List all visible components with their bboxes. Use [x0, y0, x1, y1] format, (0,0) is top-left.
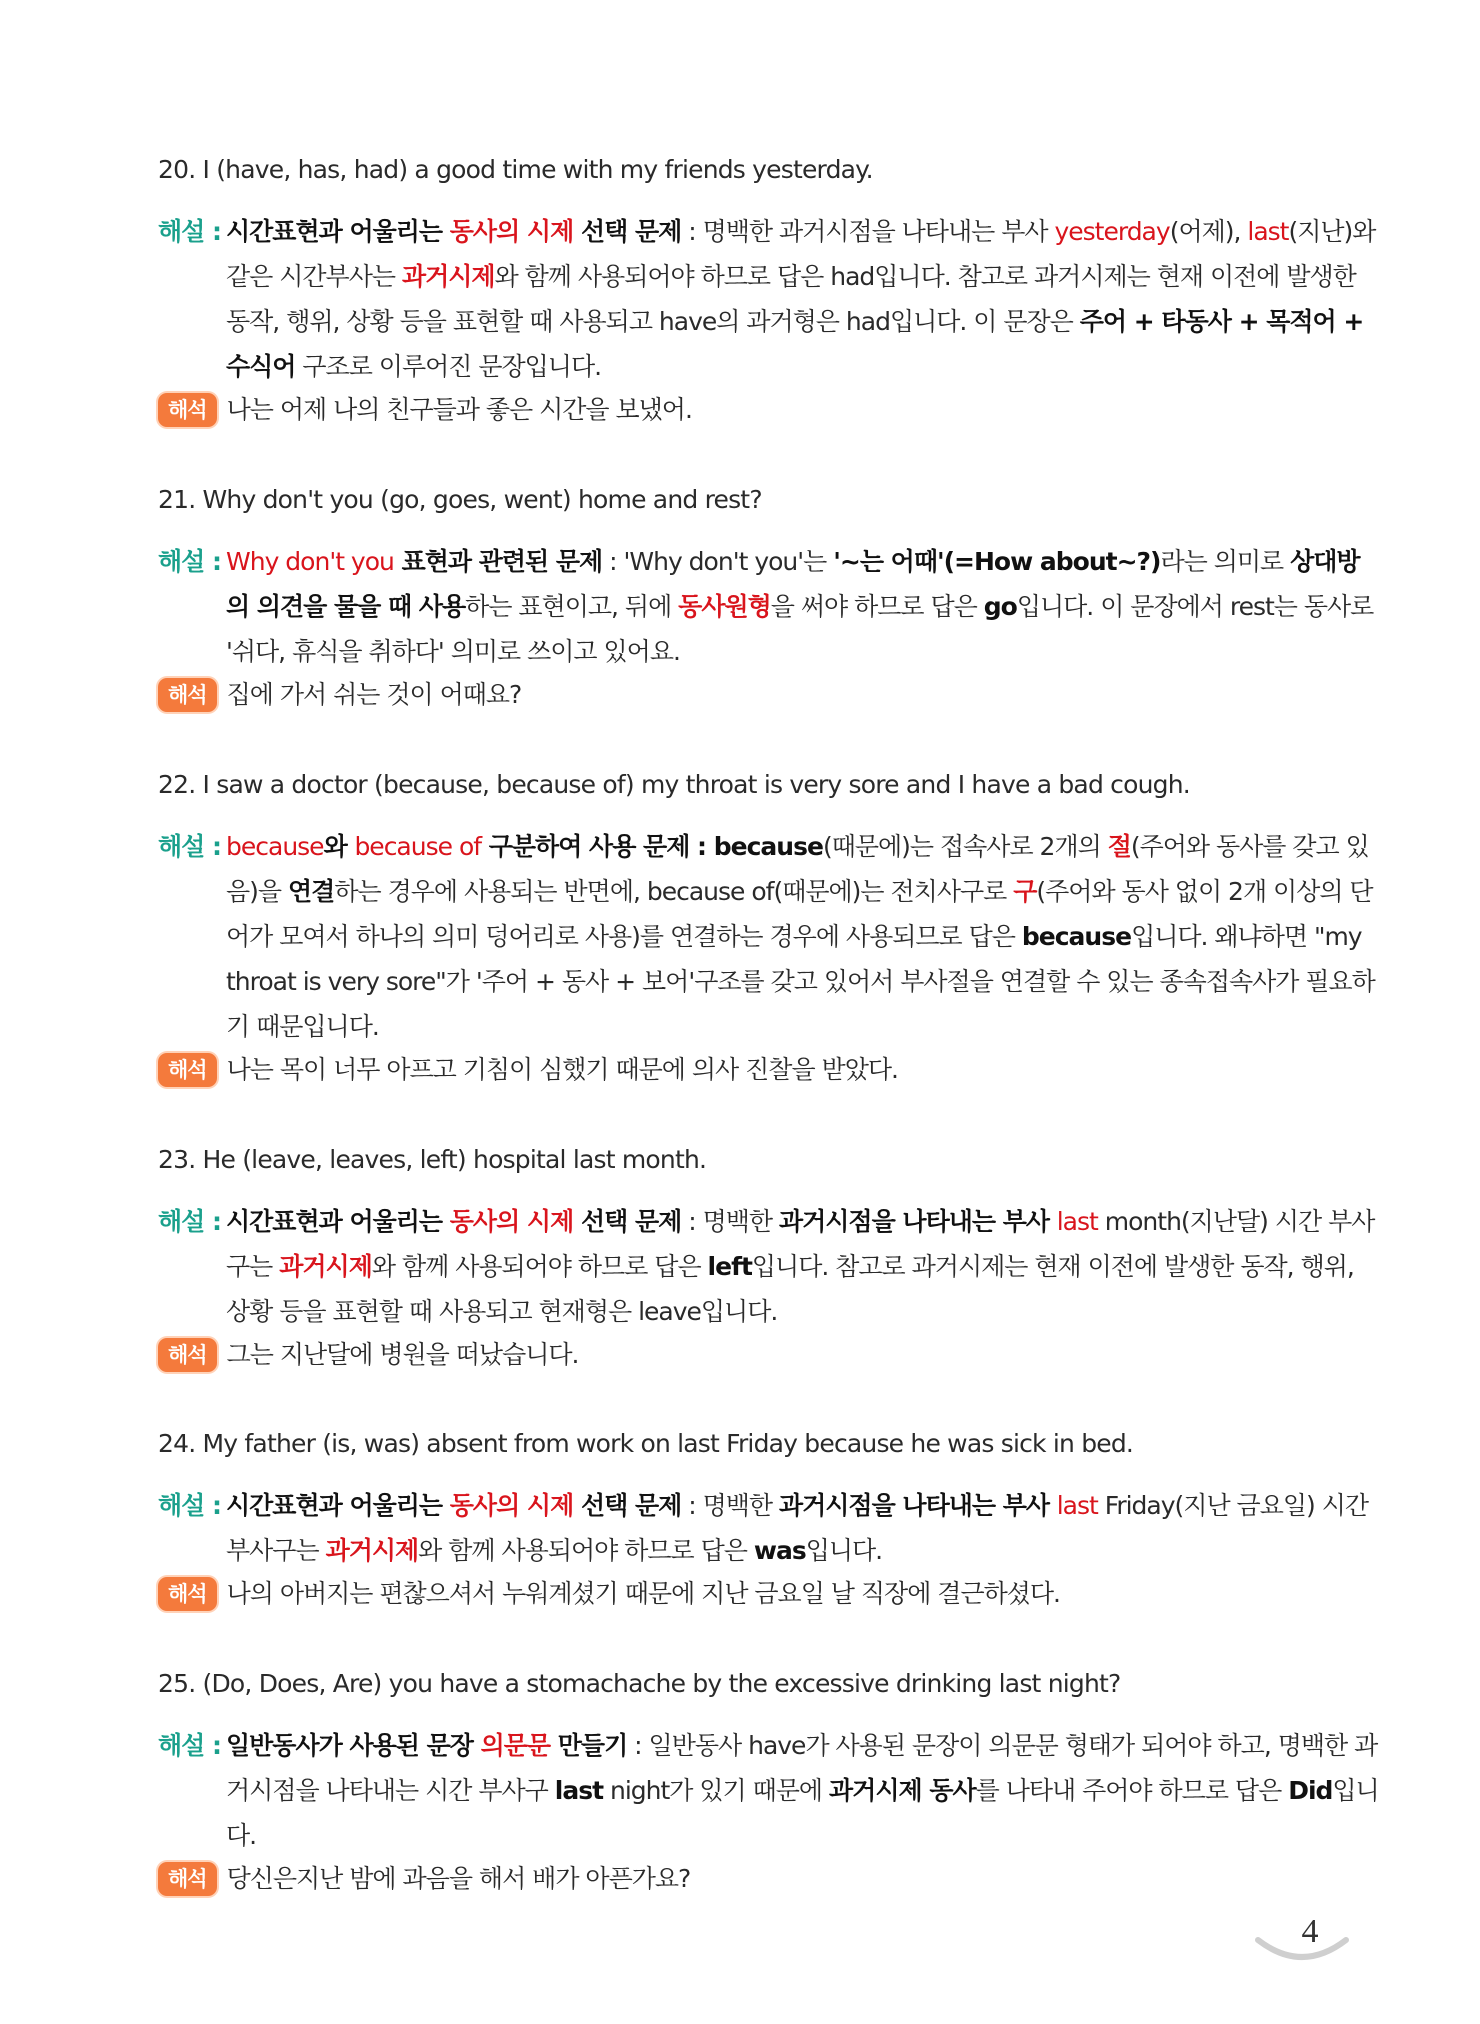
explanation-run: (주어와 동사 없이 2개 이상의 단어가 모여서 하나의 의미 덩어리로 사용)를 연결하는 경우에 사용되므로 답은 — [226, 877, 1373, 951]
question-block-23 — [158, 1143, 1380, 1375]
explanation-run: 입니다. 왜냐하면 "my throat is very sore"가 '주어 + 동사 + 보어'구조를 갖고 있어서 부사절을 연결할 수 있는 종속접속사가 필요하기 때문입니다. — [226, 922, 1375, 1041]
explanation-run: (때문에)는 접속사로 2개의 — [822, 832, 1108, 861]
question-text: 23. He (leave, leaves, left) hospital last month. — [158, 1145, 707, 1174]
explanation-run: 연결 — [288, 877, 335, 906]
explanation-run: last — [1056, 1207, 1098, 1236]
explanation-run: because — [226, 832, 324, 861]
explanation-run: 절 — [1107, 832, 1131, 861]
explanation-run: 만들기 — [550, 1731, 628, 1760]
translation-badge: 해석 — [158, 678, 217, 712]
translation-text: 당신은지난 밤에 과음을 해서 배가 아픈가요? — [226, 1864, 691, 1893]
explanation-run: Why don't you — [226, 547, 394, 576]
translation — [158, 390, 1380, 430]
translation-text: 집에 가서 쉬는 것이 어때요? — [226, 680, 522, 709]
explanation-run: 과거시제 — [279, 1252, 372, 1281]
explanation-run: last — [1056, 1491, 1098, 1520]
explanation-run: 입니다. 참고로 과거시제는 현재 이전에 발생한 동작, 행위, 상황 등을 표현할 때 사용되고 현재형은 leave입니다. — [226, 1252, 1354, 1326]
explanation — [158, 209, 1380, 389]
translation-badge: 해석 — [158, 1338, 217, 1372]
explanation-text — [226, 209, 1380, 389]
explanation-label: 해설 : — [158, 547, 222, 576]
question-block-25 — [158, 1667, 1380, 1899]
explanation-run: 라는 의미로 — [1160, 547, 1291, 576]
explanation-run: night가 있기 때문에 — [603, 1776, 830, 1805]
explanation-run: 을 써야 하므로 답은 — [770, 592, 984, 621]
translation — [158, 1050, 1380, 1090]
explanation-run: : 'Why don't you'는 — [602, 547, 834, 576]
explanation-run: was — [753, 1536, 806, 1565]
translation-badge: 해석 — [158, 393, 217, 427]
explanation-run: 를 나타내 주어야 하므로 답은 — [975, 1776, 1289, 1805]
explanation — [158, 1483, 1380, 1573]
explanation-run: 입니다. — [226, 1776, 1379, 1850]
explanation-run: because of — [354, 832, 482, 861]
explanation-run: Did — [1288, 1776, 1333, 1805]
explanation — [158, 539, 1380, 674]
question-text: 21. Why don't you (go, goes, went) home and rest? — [158, 485, 762, 514]
explanation-run: '~는 어때'(=How about~?) — [833, 547, 1161, 576]
explanation-run: 과거시제 — [325, 1536, 419, 1565]
explanation-label: 해설 : — [158, 217, 222, 246]
explanation-run: 표현과 관련된 문제 — [393, 547, 603, 576]
explanation-run: 입니다. — [805, 1536, 883, 1565]
explanation-run: 과거시제 — [401, 262, 495, 291]
explanation-run: 구분하여 사용 문제 : because — [481, 832, 823, 861]
explanation-run: : 명백한 — [681, 1207, 779, 1236]
explanation-run: 와 함께 사용되어야 하므로 답은 — [418, 1536, 754, 1565]
translation-text: 나의 아버지는 편찮으셔서 누워계셨기 때문에 지난 금요일 날 직장에 결근하셨다. — [226, 1579, 1060, 1608]
question-block-21 — [158, 483, 1380, 715]
explanation-run: 주어 + 타동사 + 목적어 + 수식어 — [226, 307, 1364, 381]
explanation-text — [226, 1483, 1380, 1573]
explanation-run: go — [983, 592, 1017, 621]
explanation-run: : 명백한 — [681, 1491, 779, 1520]
explanation-text — [226, 1723, 1380, 1858]
translation-badge: 해석 — [158, 1862, 217, 1896]
explanation-run: left — [707, 1252, 752, 1281]
explanation-label: 해설 : — [158, 1491, 222, 1520]
explanation-run: last — [554, 1776, 604, 1805]
explanation-run: 시간표현과 어울리는 — [226, 217, 450, 246]
translation — [158, 1335, 1380, 1375]
explanation-run: 선택 문제 — [573, 1207, 682, 1236]
translation-badge: 해석 — [158, 1577, 217, 1611]
explanation-run: 입니다. 이 문장에서 rest는 동사로 '쉬다, 휴식을 취하다' 의미로 쓰이고 있어요. — [226, 592, 1374, 666]
explanation-text — [226, 539, 1380, 674]
explanation-run: 구 — [1013, 877, 1037, 906]
explanation-run: 과거시점을 나타내는 부사 — [778, 1207, 1057, 1236]
translation — [158, 675, 1380, 715]
explanation-run: 하는 표현이고, 뒤에 — [465, 592, 679, 621]
question-text: 22. I saw a doctor (because, because of) my throat is very sore and I have a bad cough. — [158, 770, 1190, 799]
explanation-run: last — [1247, 217, 1289, 246]
explanation-label: 해설 : — [158, 1731, 222, 1760]
explanation — [158, 1723, 1380, 1858]
explanation-text — [226, 824, 1380, 1049]
question-text: 24. My father (is, was) absent from work on last Friday because he was sick in bed. — [158, 1429, 1134, 1458]
explanation-run: : 명백한 과거시점을 나타내는 부사 — [681, 217, 1055, 246]
explanation-run: because — [1021, 922, 1132, 951]
explanation-run: 동사의 시제 — [449, 217, 574, 246]
explanation-run: 상대방의 의견을 물을 때 사용 — [226, 547, 1360, 621]
explanation-label: 해설 : — [158, 832, 222, 861]
explanation-run: yesterday — [1054, 217, 1170, 246]
question-text: 20. I (have, has, had) a good time with my friends yesterday. — [158, 155, 873, 184]
explanation-run: (지난)와 같은 시간부사는 — [226, 217, 1376, 291]
question-block-24 — [158, 1427, 1380, 1614]
translation — [158, 1859, 1380, 1899]
translation-text: 그는 지난달에 병원을 떠났습니다. — [226, 1340, 579, 1369]
explanation-run: 와 — [323, 832, 355, 861]
explanation-run: (어제), — [1169, 217, 1248, 246]
explanation-run: 구조로 이루어진 문장입니다. — [295, 352, 602, 381]
explanation-run: 와 함께 사용되어야 하므로 답은 — [371, 1252, 708, 1281]
explanation-run: 의문문 — [480, 1731, 551, 1760]
explanation-run: (주어와 동사를 갖고 있음)을 — [226, 832, 1369, 906]
question-block-22 — [158, 768, 1380, 1090]
explanation-run: month(지난달) 시간 부사구는 — [226, 1207, 1375, 1281]
explanation-run: : 일반동사 have가 사용된 문장이 의문문 형태가 되어야 하고, 명백한 과거시점을 나타내는 시간 부사구 — [226, 1731, 1378, 1805]
explanation-run: 동사의 시제 — [449, 1207, 574, 1236]
page-number: 4 — [1301, 1913, 1319, 1950]
explanation-run: 선택 문제 — [573, 1491, 682, 1520]
translation-text: 나는 목이 너무 아프고 기침이 심했기 때문에 의사 진찰을 받았다. — [226, 1055, 898, 1084]
explanation-text — [226, 1199, 1380, 1334]
explanation-run: 일반동사가 사용된 문장 — [226, 1731, 481, 1760]
explanation-run: 시간표현과 어울리는 — [226, 1207, 450, 1236]
explanation-run: 동사원형 — [678, 592, 771, 621]
question-block-20 — [158, 153, 1380, 430]
explanation-label: 해설 : — [158, 1207, 222, 1236]
question-text: 25. (Do, Does, Are) you have a stomachache by the excessive drinking last night? — [158, 1669, 1121, 1698]
explanation-run: 과거시점을 나타내는 부사 — [778, 1491, 1057, 1520]
explanation-run: Friday(지난 금요일) 시간 부사구는 — [226, 1491, 1368, 1565]
explanation — [158, 824, 1380, 1049]
translation-text: 나는 어제 나의 친구들과 좋은 시간을 보냈어. — [226, 395, 692, 424]
translation-badge: 해석 — [158, 1053, 217, 1087]
explanation-run: 과거시제 동사 — [829, 1776, 976, 1805]
explanation — [158, 1199, 1380, 1334]
explanation-run: 선택 문제 — [573, 217, 682, 246]
explanation-run: 동사의 시제 — [449, 1491, 574, 1520]
translation — [158, 1574, 1380, 1614]
explanation-run: 시간표현과 어울리는 — [226, 1491, 450, 1520]
explanation-run: 하는 경우에 사용되는 반면에, because of(때문에)는 전치사구로 — [334, 877, 1014, 906]
explanation-run: 와 함께 사용되어야 하므로 답은 had입니다. 참고로 과거시제는 현재 이전에 발생한 동작, 행위, 상황 등을 표현할 때 사용되고 have의 과거형은 had입니다. 이 문장은 — [226, 262, 1356, 336]
